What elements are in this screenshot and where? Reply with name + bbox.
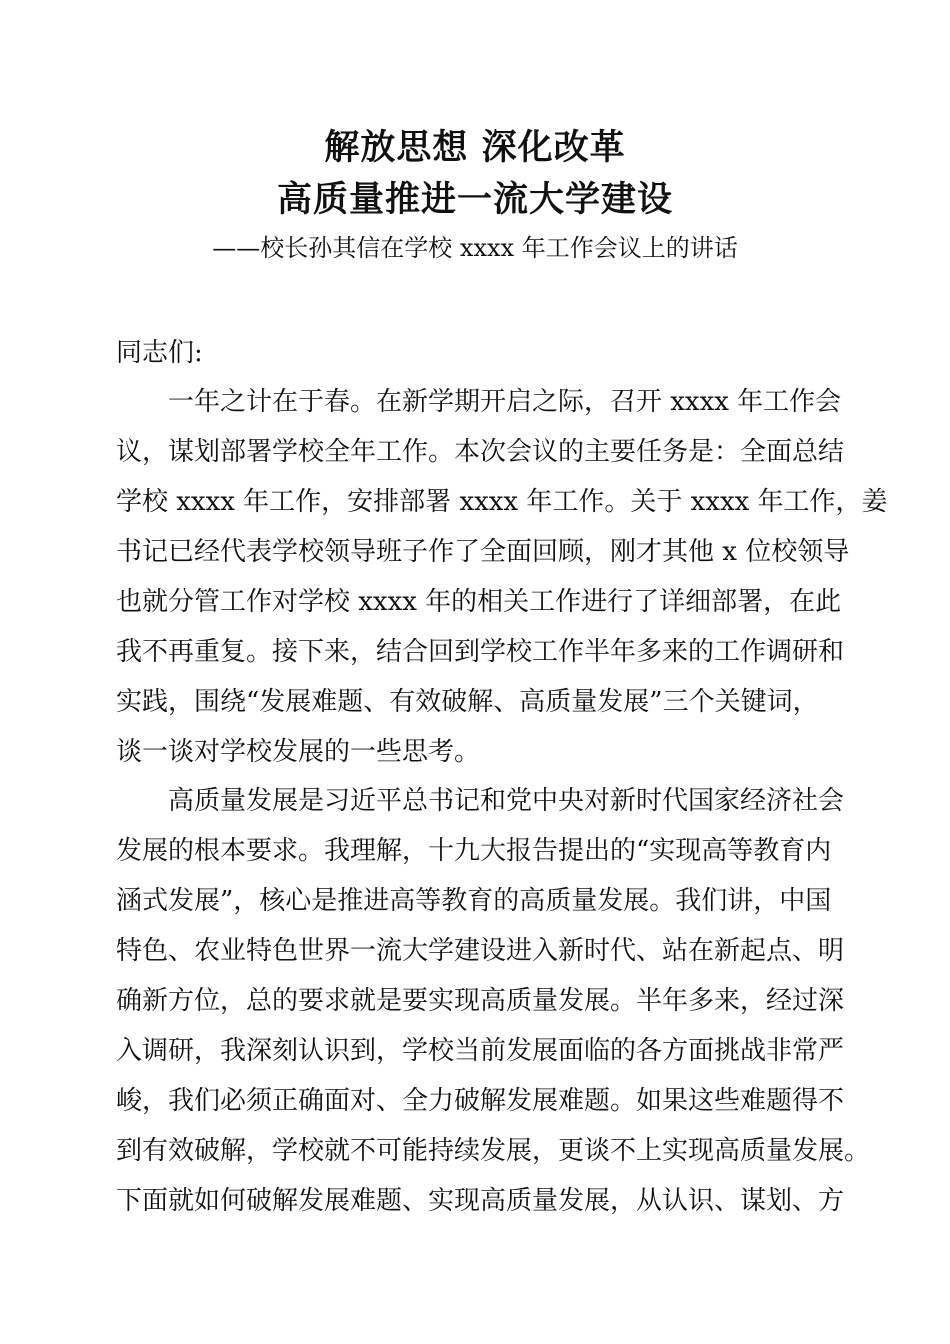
paragraph-line: 学校 xxxx 年工作，安排部署 xxxx 年工作。关于 xxxx 年工作，姜 (116, 487, 888, 517)
paragraph-line: 入调研，我深刻认识到，学校当前发展面临的各方面挑战非常严 (116, 1036, 845, 1066)
paragraph-line: 到有效破解，学校就不可能持续发展，更谈不上实现高质量发展。 (116, 1136, 871, 1166)
title-line-1: 解放思想 深化改革 (324, 127, 626, 168)
paragraph-line: 实践，围绕“发展难题、有效破解、高质量发展”三个关键词， (116, 687, 819, 717)
paragraph-line: 一年之计在于春。在新学期开启之际，召开 xxxx 年工作会 (168, 387, 842, 417)
paragraph-line: 议，谋划部署学校全年工作。本次会议的主要任务是：全面总结 (116, 437, 845, 467)
paragraph-line: 也就分管工作对学校 xxxx 年的相关工作进行了详细部署，在此 (116, 587, 842, 617)
paragraph-2 (116, 776, 871, 1226)
subtitle: ——校长孙其信在学校 xxxx 年工作会议上的讲话 (212, 234, 738, 262)
paragraph-line: 谈一谈对学校发展的一些思考。 (116, 737, 481, 767)
paragraph-line: 涵式发展”，核心是推进高等教育的高质量发展。我们讲，中国 (116, 886, 832, 916)
title-line-2: 高质量推进一流大学建设 (276, 179, 673, 220)
paragraph-line: 我不再重复。接下来，结合回到学校工作半年多来的工作调研和 (116, 637, 845, 667)
paragraph-line: 确新方位，总的要求就是要实现高质量发展。半年多来，经过深 (116, 986, 845, 1016)
paragraph-1 (116, 377, 888, 777)
paragraph-line: 书记已经代表学校领导班子作了全面回顾，刚才其他 x 位校领导 (116, 537, 850, 567)
paragraph-line: 高质量发展是习近平总书记和党中央对新时代国家经济社会 (168, 786, 845, 816)
salutation: 同志们: (116, 338, 203, 368)
paragraph-line: 下面就如何破解发展难题、实现高质量发展，从认识、谋划、方 (116, 1186, 845, 1216)
paragraph-line: 峻，我们必须正确面对、全力破解发展难题。如果这些难题得不 (116, 1086, 845, 1116)
paragraph-line: 发展的根本要求。我理解，十九大报告提出的“实现高等教育内 (116, 836, 832, 866)
paragraph-line: 特色、农业特色世界一流大学建设进入新时代、站在新起点、明 (116, 936, 845, 966)
